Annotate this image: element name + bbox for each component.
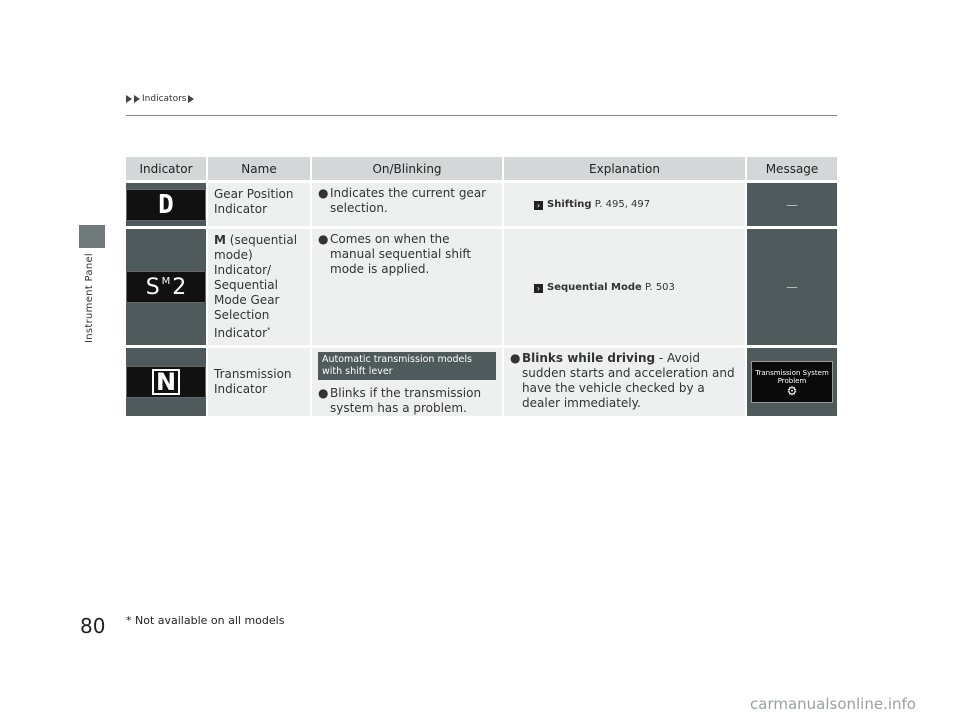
indicator-cell — [126, 226, 206, 345]
indicator-cell — [126, 180, 206, 226]
explanation-cell — [502, 180, 745, 226]
breadcrumb-arrow-icon — [134, 95, 140, 103]
bullet-icon: ● — [318, 232, 329, 246]
table-header-row — [126, 157, 837, 180]
reference-arrow-icon: › — [534, 284, 543, 293]
column-header: On/Blinking — [310, 157, 502, 180]
on-blinking-cell: ● Indicates the current gear selection. — [310, 180, 502, 226]
indicator-table — [126, 157, 837, 416]
transmission-warning-display: Transmission System Problem ⚙ — [751, 361, 833, 403]
column-header: Name — [206, 157, 310, 180]
column-header: Message — [745, 157, 837, 180]
table-row — [126, 226, 837, 345]
table-row — [126, 345, 837, 416]
transmission-indicator-icon: N — [126, 366, 206, 398]
gear-warning-icon: ⚙ — [786, 384, 798, 398]
explanation-cell: ● Blinks while driving - Avoid sudden starts and acceleration and have the vehicle checked by a dealer immediately. — [502, 345, 745, 416]
model-note-badge: Automatic transmission models with shift lever — [318, 352, 496, 380]
name-cell: Transmission Indicator — [206, 345, 310, 416]
message-cell: — — [745, 180, 837, 226]
reference-arrow-icon: › — [534, 201, 543, 210]
name-cell: M (sequential mode) Indicator/ Sequential Mode Gear Selection Indicator* — [206, 226, 310, 345]
on-blinking-cell: ● Comes on when the manual sequential shift mode is applied. — [310, 226, 502, 345]
message-cell — [745, 345, 837, 416]
header-rule — [126, 115, 837, 116]
cross-reference-link[interactable]: › Shifting P. 495, 497 — [504, 199, 745, 210]
explanation-cell — [502, 226, 745, 345]
breadcrumb — [126, 94, 194, 104]
sidebar-section-label: Instrument Panel — [84, 253, 95, 343]
page-number: 80 — [80, 614, 106, 638]
table-row — [126, 180, 837, 226]
message-cell: — — [745, 226, 837, 345]
bullet-icon: ● — [318, 186, 329, 200]
name-cell: Gear Position Indicator — [206, 180, 310, 226]
bullet-icon: ● — [318, 386, 329, 400]
bullet-icon: ● — [510, 351, 521, 365]
breadcrumb-arrow-icon — [188, 95, 194, 103]
footnote: * Not available on all models — [126, 614, 285, 627]
column-header: Explanation — [502, 157, 745, 180]
gear-position-icon: D — [126, 189, 206, 221]
breadcrumb-arrow-icon — [126, 95, 132, 103]
column-header: Indicator — [126, 157, 206, 180]
watermark: carmanualsonline.info — [750, 695, 916, 713]
sequential-mode-icon: S M 2 — [126, 271, 206, 303]
indicator-cell — [126, 345, 206, 416]
on-blinking-cell: Automatic transmission models with shift lever ● Blinks if the transmission system has a problem. — [310, 345, 502, 416]
cross-reference-link[interactable]: › Sequential Mode P. 503 — [504, 282, 745, 293]
sidebar-tab — [79, 225, 105, 248]
breadcrumb-section[interactable]: Indicators — [142, 94, 187, 104]
